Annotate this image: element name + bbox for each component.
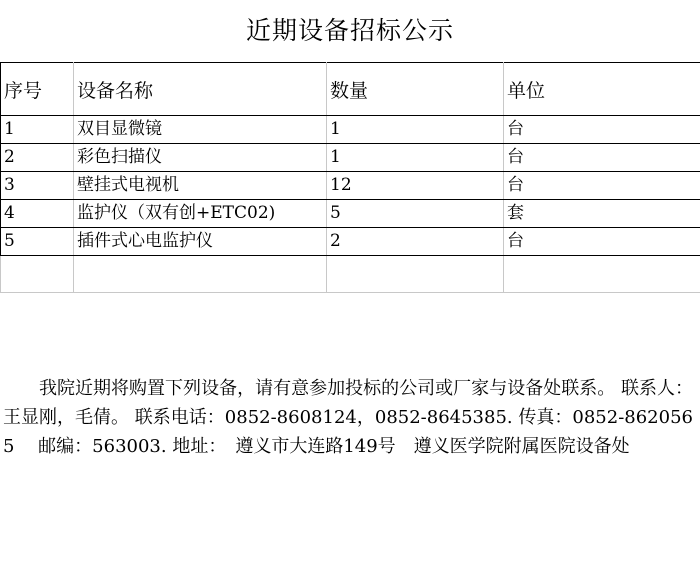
table-row	[1, 228, 700, 256]
cell-empty	[327, 256, 504, 293]
header-equipment-name: 设备名称	[74, 63, 327, 116]
table-row	[1, 116, 700, 144]
cell-quantity: 5	[327, 200, 504, 228]
cell-equipment-name: 插件式心电监护仪	[74, 228, 327, 256]
table-empty-row	[1, 256, 700, 293]
header-quantity: 数量	[327, 63, 504, 116]
cell-index: 2	[1, 144, 74, 172]
cell-unit: 套	[504, 200, 700, 228]
cell-empty	[1, 256, 74, 293]
cell-equipment-name: 监护仪（双有创+ETC02)	[74, 200, 327, 228]
table-header-row	[1, 63, 700, 116]
notice-paragraph: 我院近期将购置下列设备，请有意参加投标的公司或厂家与设备处联系。 联系人：王显刚，毛倩。 联系电话：0852-8608124，0852-8645385. 传真：0852-8620565 邮编：563003. 地址： 遵义市大连路149号 遵义医学院附属医院设备处	[3, 378, 693, 457]
header-index: 序号	[1, 63, 74, 116]
cell-quantity: 12	[327, 172, 504, 200]
cell-quantity: 2	[327, 228, 504, 256]
cell-empty	[74, 256, 327, 293]
cell-equipment-name: 彩色扫描仪	[74, 144, 327, 172]
cell-unit: 台	[504, 144, 700, 172]
cell-unit: 台	[504, 172, 700, 200]
cell-equipment-name: 壁挂式电视机	[74, 172, 327, 200]
table-row	[1, 200, 700, 228]
cell-quantity: 1	[327, 144, 504, 172]
cell-unit: 台	[504, 228, 700, 256]
cell-index: 4	[1, 200, 74, 228]
cell-empty	[504, 256, 700, 293]
table-row	[1, 144, 700, 172]
cell-index: 5	[1, 228, 74, 256]
cell-equipment-name: 双目显微镜	[74, 116, 327, 144]
header-unit: 单位	[504, 63, 700, 116]
equipment-table	[0, 62, 700, 293]
cell-index: 1	[1, 116, 74, 144]
cell-quantity: 1	[327, 116, 504, 144]
cell-index: 3	[1, 172, 74, 200]
table-row	[1, 172, 700, 200]
cell-unit: 台	[504, 116, 700, 144]
page-title: 近期设备招标公示	[245, 16, 454, 45]
